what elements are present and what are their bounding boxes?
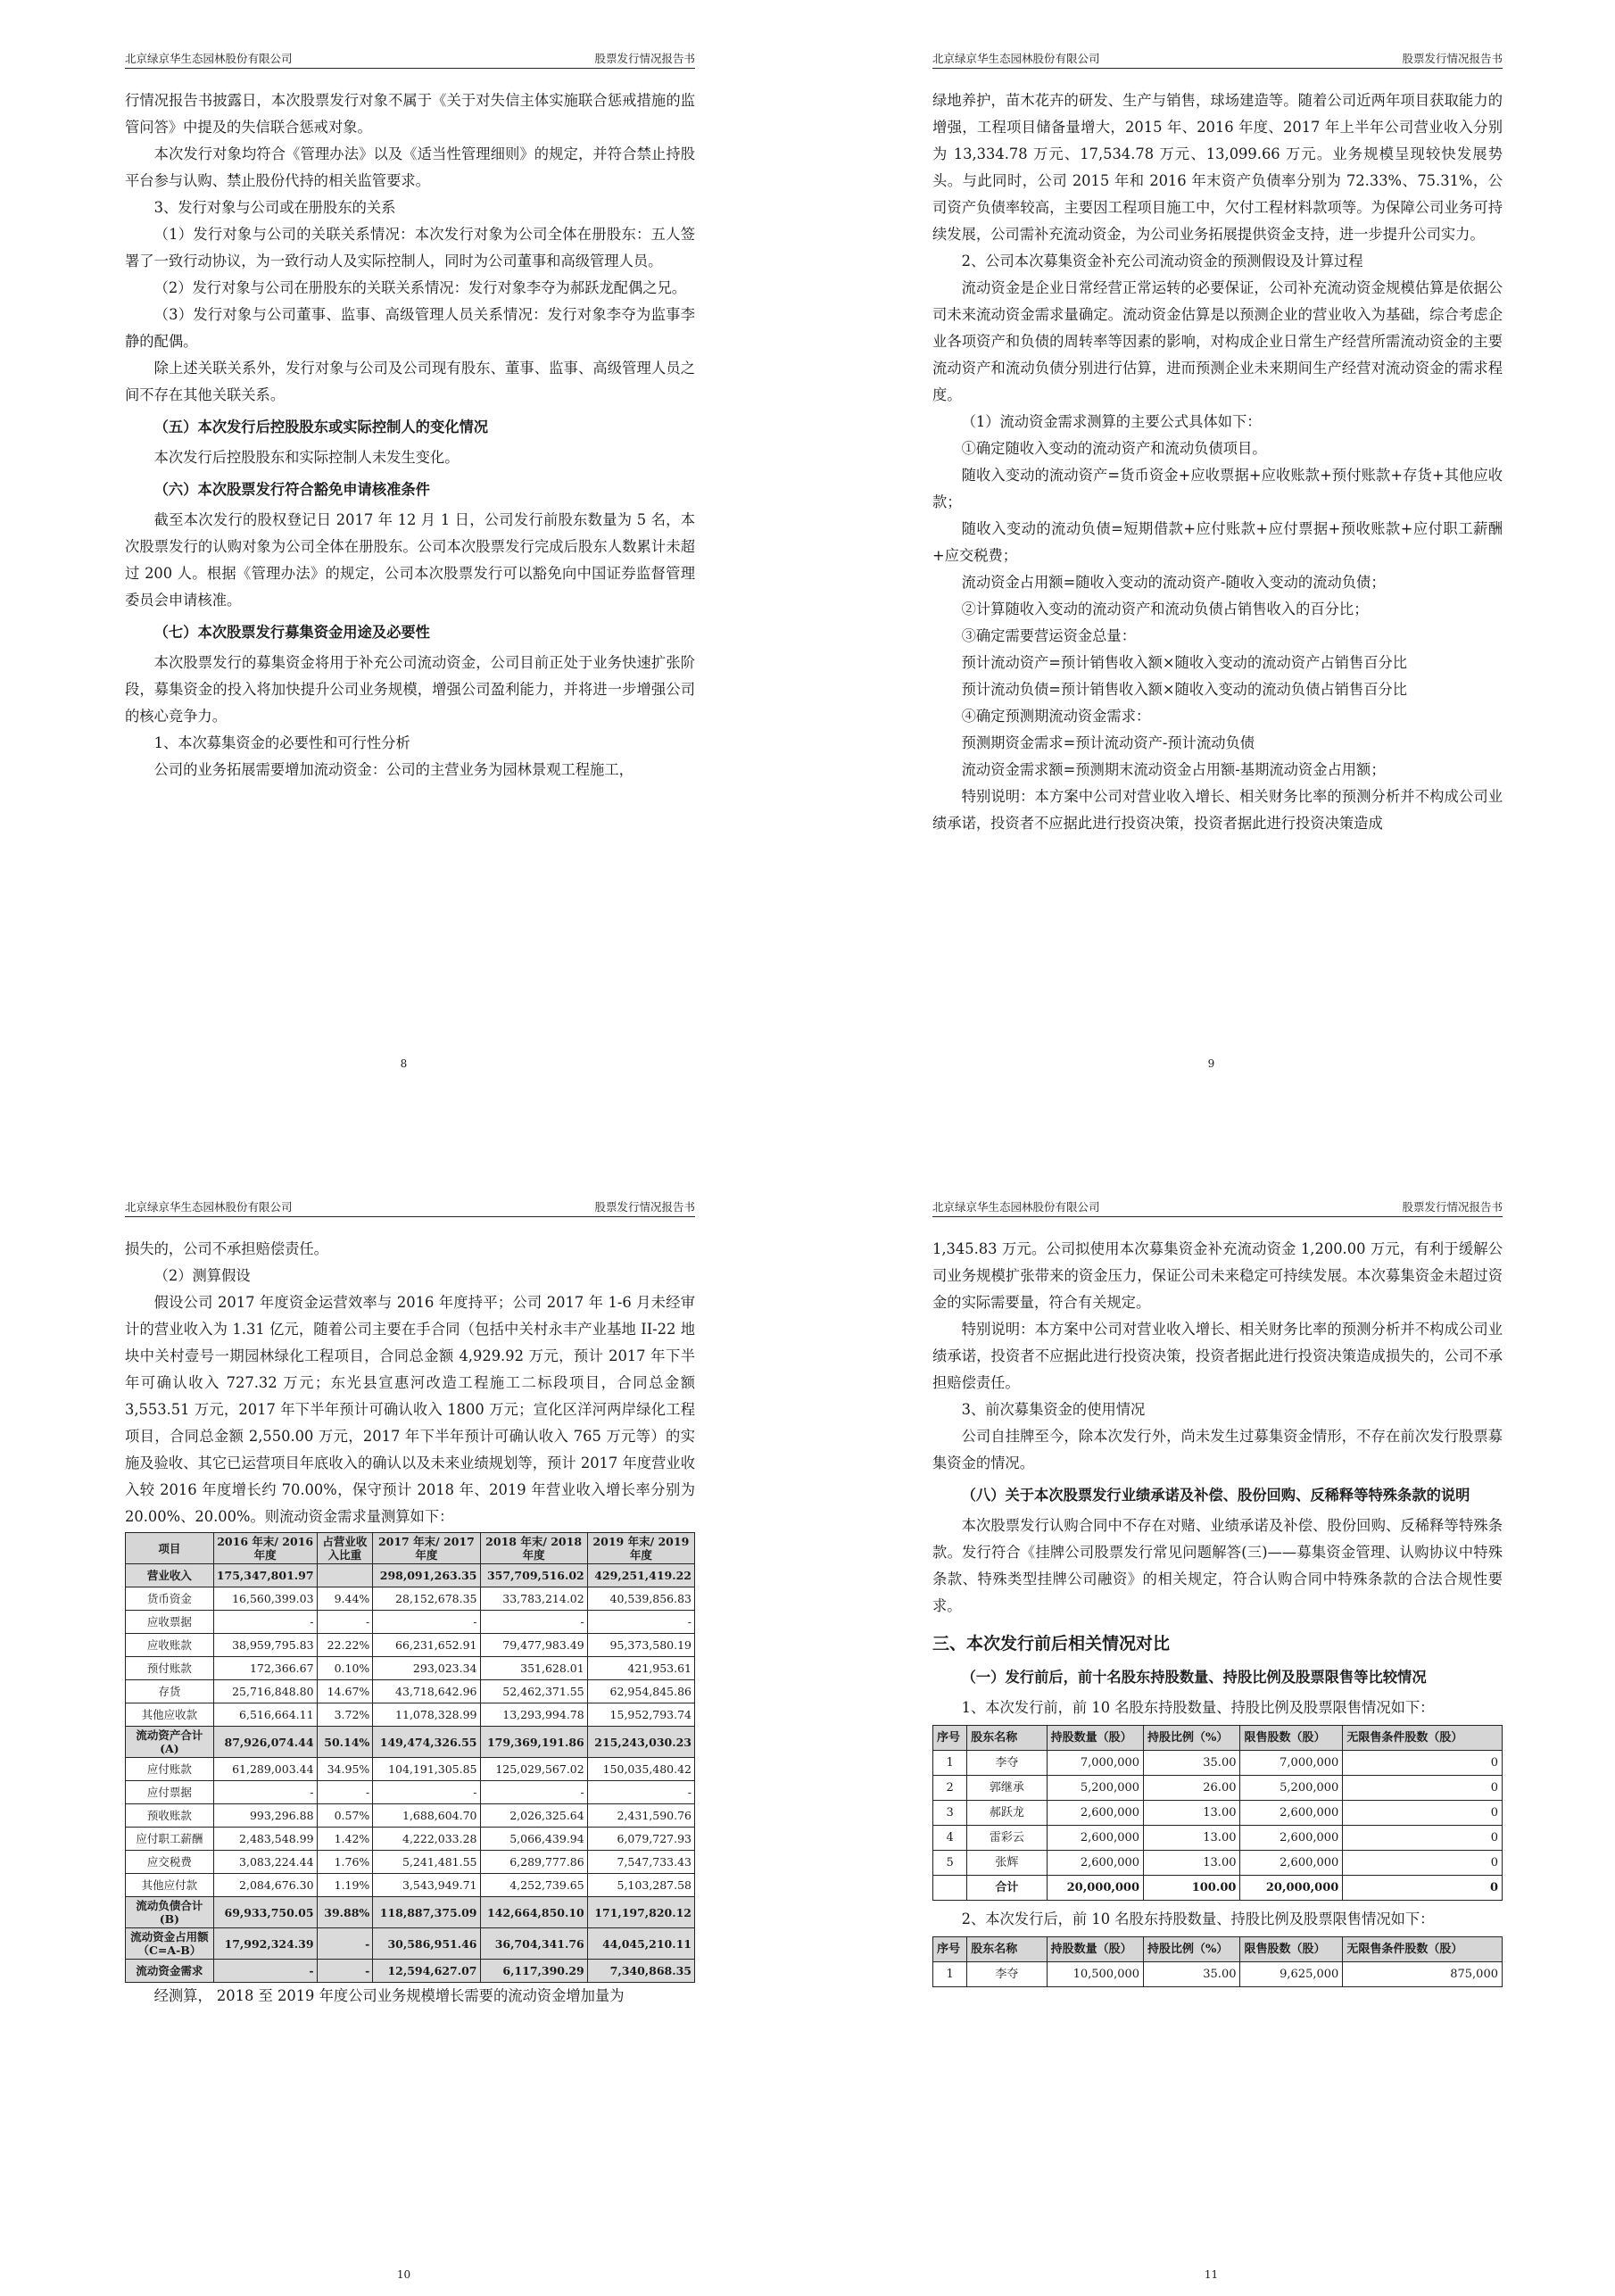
page-number: 11 <box>1204 2268 1219 2281</box>
table-row <box>126 1587 695 1611</box>
paragraph: ③确定需要营运资金总量： <box>961 627 1136 644</box>
table-cell: 1 <box>933 1751 967 1776</box>
paragraph: （2）测算假设 <box>153 1267 251 1284</box>
column-header: 限售股数（股） <box>1240 1726 1343 1751</box>
table-cell: 11,078,328.99 <box>373 1703 480 1727</box>
section-heading: （五）本次发行后控股股东或实际控制人的变化情况 <box>153 419 489 435</box>
table-cell: 4 <box>933 1826 967 1851</box>
table-cell: 流动资金需求 <box>126 1960 214 1983</box>
table-cell: 4,222,033.28 <box>373 1828 480 1851</box>
table-cell: 40,539,856.83 <box>587 1587 694 1611</box>
table-cell: 150,035,480.42 <box>587 1758 694 1781</box>
table-cell: 0 <box>1343 1801 1503 1826</box>
column-header: 2018 年末/ 2018 年度 <box>480 1533 587 1564</box>
table-row <box>126 1657 695 1680</box>
table-cell: 993,296.88 <box>213 1804 317 1828</box>
column-header: 持股数量（股） <box>1047 1726 1143 1751</box>
table-cell: 0 <box>1343 1876 1503 1901</box>
header-company: 北京绿京华生态园林股份有限公司 <box>932 1200 1100 1214</box>
header-doc-title: 股票发行情况报告书 <box>594 52 695 65</box>
table-cell: 货币资金 <box>126 1587 214 1611</box>
table-row <box>126 1680 695 1703</box>
table-cell: 142,664,850.10 <box>480 1897 587 1928</box>
table-cell: 95,373,580.19 <box>587 1634 694 1657</box>
table-cell: 存货 <box>126 1680 214 1703</box>
table-cell: 12,594,627.07 <box>373 1960 480 1983</box>
table-cell: 其他应付款 <box>126 1874 214 1897</box>
shareholders-before-table <box>932 1725 1503 1901</box>
paragraph: ④确定预测期流动资金需求： <box>961 708 1151 725</box>
table-cell: 34.95% <box>317 1758 373 1781</box>
table-body <box>933 1751 1503 1901</box>
table-cell: 28,152,678.35 <box>373 1587 480 1611</box>
table-cell: 5 <box>933 1851 967 1876</box>
page-header <box>932 1200 1503 1217</box>
table-cell: 9.44% <box>317 1587 373 1611</box>
table-cell: 357,709,516.02 <box>480 1564 587 1587</box>
paragraph: 本次股票发行认购合同中不存在对赌、业绩承诺及补偿、股份回购、反稀释等特殊条款。发行符合《挂牌公司股票发行常见问题解答(三)——募集资金管理、认购协议中特殊条款、特殊类型挂牌公司融资》的相关规定，符合认购合同中特殊条款的合法合规性要求。 <box>932 1517 1503 1614</box>
paragraph: 本次发行对象均符合《管理办法》以及《适当性管理细则》的规定，并符合禁止持股平台参与认购、禁止股份代持的相关监管要求。 <box>125 145 695 189</box>
table-cell: 流动资产合计(A) <box>126 1727 214 1758</box>
table-row <box>126 1897 695 1928</box>
paragraph: 预计流动负债=预计销售收入额×随收入变动的流动负债占销售百分比 <box>961 681 1408 698</box>
table-cell: 预付账款 <box>126 1657 214 1680</box>
table-header-row <box>126 1533 695 1564</box>
paragraph: 3、发行对象与公司或在册股东的关系 <box>153 199 396 216</box>
table-row <box>126 1960 695 1983</box>
column-header: 无限售条件股数（股） <box>1343 1726 1503 1751</box>
table-cell: 429,251,419.22 <box>587 1564 694 1587</box>
paragraph: 行情况报告书披露日，本次股票发行对象不属于《关于对失信主体实施联合惩戒措施的监管问答》中提及的失信联合惩戒对象。 <box>125 92 695 136</box>
paragraph: （1）流动资金需求测算的主要公式具体如下： <box>961 413 1262 430</box>
table-cell: 118,887,375.09 <box>373 1897 480 1928</box>
table-cell: - <box>480 1611 587 1634</box>
page-body <box>125 1236 695 2010</box>
table-cell: - <box>213 1611 317 1634</box>
table-row <box>933 1801 1503 1826</box>
table-cell: 10,500,000 <box>1047 1962 1143 1987</box>
table-cell: 52,462,371.55 <box>480 1680 587 1703</box>
table-cell: 20,000,000 <box>1047 1876 1143 1901</box>
paragraph: 流动资金是企业日常经营正常运转的必要保证，公司补充流动资金规模估算是依据公司未来流动资金需求量确定。流动资金估算是以预测企业的营业收入为基础，综合考虑企业各项资产和负债的周转率等因素的影响，对构成企业日常生产经营所需流动资金的主要流动资产和流动负债分别进行估算，进而预测企业未来期间生产经营对流动资金的需求程度。 <box>932 279 1503 403</box>
table-cell: 应收票据 <box>126 1611 214 1634</box>
paragraph: 预计流动资产=预计销售收入额×随收入变动的流动资产占销售百分比 <box>961 654 1408 671</box>
table-cell: 2,084,676.30 <box>213 1874 317 1897</box>
header-company: 北京绿京华生态园林股份有限公司 <box>125 52 293 65</box>
paragraph: 截至本次发行的股权登记日 2017 年 12 月 1 日，公司发行前股东数量为 5 名，本次股票发行的认购对象为公司全体在册股东。公司本次股票发行完成后股东人数累计未超过 200 人。根据《管理办法》的规定，公司本次股票发行可以豁免向中国证券监督管理委员会申请核准。 <box>125 511 695 609</box>
table-row <box>126 1564 695 1587</box>
page-number: 8 <box>400 1057 408 1070</box>
page-number: 9 <box>1207 1057 1215 1070</box>
table-body <box>126 1564 695 1983</box>
table-cell: 3.72% <box>317 1703 373 1727</box>
table-header-row <box>933 1937 1503 1962</box>
page-11 <box>808 1148 1615 2296</box>
table-cell: 5,200,000 <box>1047 1776 1143 1801</box>
chapter-heading: 三、本次发行前后相关情况对比 <box>932 1634 1171 1654</box>
paragraph: 1,345.83 万元。公司拟使用本次募集资金补充流动资金 1,200.00 万元，有利于缓解公司业务规模扩张带来的资金压力，保证公司未来稳定可持续发展。本次募集资金未超过资金的实际需要量，符合有关规定。 <box>932 1240 1503 1311</box>
paragraph: 1、本次募集资金的必要性和可行性分析 <box>153 734 410 751</box>
table-cell: 2,600,000 <box>1240 1851 1343 1876</box>
table-row <box>933 1851 1503 1876</box>
paragraph: 特别说明：本方案中公司对营业收入增长、相关财务比率的预测分析并不构成公司业绩承诺，投资者不应据此进行投资决策，投资者据此进行投资决策造成 <box>932 788 1503 832</box>
table-cell: 50.14% <box>317 1727 373 1758</box>
table-cell: 35.00 <box>1144 1751 1240 1776</box>
table-cell: 15,952,793.74 <box>587 1703 694 1727</box>
table-row <box>126 1804 695 1828</box>
table-row <box>126 1634 695 1657</box>
paragraph: 经测算， 2018 至 2019 年度公司业务规模增长需要的流动资金增加量为 <box>153 1987 625 2004</box>
paragraph: 预测期资金需求=预计流动资产-预计流动负债 <box>961 734 1255 751</box>
table-cell: 43,718,642.96 <box>373 1680 480 1703</box>
paragraph: 1、本次发行前，前 10 名股东持股数量、持股比例及股票限售情况如下： <box>961 1699 1435 1716</box>
table-cell: 7,000,000 <box>1240 1751 1343 1776</box>
table-cell: - <box>373 1781 480 1804</box>
table-cell: 5,103,287.58 <box>587 1874 694 1897</box>
table-cell: 1 <box>933 1962 967 1987</box>
table-cell: 5,200,000 <box>1240 1776 1343 1801</box>
table-cell: 62,954,845.86 <box>587 1680 694 1703</box>
column-header: 2019 年末/ 2019 年度 <box>587 1533 694 1564</box>
table-cell: 61,289,003.44 <box>213 1758 317 1781</box>
table-cell: 营业收入 <box>126 1564 214 1587</box>
header-doc-title: 股票发行情况报告书 <box>594 1200 695 1214</box>
paragraph: 2、本次发行后，前 10 名股东持股数量、持股比例及股票限售情况如下： <box>961 1911 1435 1927</box>
table-cell: 2,600,000 <box>1240 1826 1343 1851</box>
paragraph: 公司自挂牌至今，除本次发行外，尚未发生过募集资金情形，不存在前次发行股票募集资金的情况。 <box>932 1428 1503 1471</box>
table-row <box>933 1962 1503 1987</box>
paragraph: 随收入变动的流动负债=短期借款+应付账款+应付票据+预收账款+应付职工薪酬+应交税费； <box>932 520 1503 564</box>
page-header <box>125 52 695 69</box>
table-cell: 2,483,548.99 <box>213 1828 317 1851</box>
table-cell: 0 <box>1343 1776 1503 1801</box>
table-cell: 13.00 <box>1144 1826 1240 1851</box>
table-cell: - <box>213 1960 317 1983</box>
paragraph: 损失的，公司不承担赔偿责任。 <box>125 1240 328 1257</box>
table-row <box>126 1758 695 1781</box>
table-cell: 应付票据 <box>126 1781 214 1804</box>
table-cell: 4,252,739.65 <box>480 1874 587 1897</box>
table-cell: 应付账款 <box>126 1758 214 1781</box>
table-cell: 13.00 <box>1144 1801 1240 1826</box>
section-heading: （一）发行前后，前十名股东持股数量、持股比例及股票限售等比较情况 <box>961 1669 1427 1686</box>
table-cell: 2,026,325.64 <box>480 1804 587 1828</box>
table-cell: 215,243,030.23 <box>587 1727 694 1758</box>
paragraph: 特别说明：本方案中公司对营业收入增长、相关财务比率的预测分析并不构成公司业绩承诺，投资者不应据此进行投资决策，投资者据此进行投资决策造成损失的，公司不承担赔偿责任。 <box>932 1321 1503 1391</box>
page-8 <box>0 0 808 1148</box>
paragraph: 除上述关联关系外，发行对象与公司及公司现有股东、董事、监事、高级管理人员之间不存在其他关联关系。 <box>125 360 695 403</box>
table-cell: 17,992,324.39 <box>213 1928 317 1960</box>
table-cell: 2,600,000 <box>1047 1826 1143 1851</box>
table-row <box>126 1928 695 1960</box>
table-cell: 0.10% <box>317 1657 373 1680</box>
table-cell: 421,953.61 <box>587 1657 694 1680</box>
table-cell: 26.00 <box>1144 1776 1240 1801</box>
table-cell: 应收账款 <box>126 1634 214 1657</box>
table-cell: 合计 <box>967 1876 1047 1901</box>
column-header: 持股比例（%） <box>1144 1726 1240 1751</box>
table-cell: 149,474,326.55 <box>373 1727 480 1758</box>
paragraph: 本次发行后控股股东和实际控制人未发生变化。 <box>153 449 460 466</box>
table-cell: 35.00 <box>1144 1962 1240 1987</box>
paragraph: 2、公司本次募集资金补充公司流动资金的预测假设及计算过程 <box>961 253 1363 269</box>
table-cell: 2 <box>933 1776 967 1801</box>
table-cell <box>317 1564 373 1587</box>
page-10 <box>0 1148 808 2296</box>
table-cell: 39.88% <box>317 1897 373 1928</box>
table-cell: - <box>373 1611 480 1634</box>
table-cell: 36,704,341.76 <box>480 1928 587 1960</box>
table-cell: 351,628.01 <box>480 1657 587 1680</box>
table-total-row <box>933 1876 1503 1901</box>
table-cell: 郝跃龙 <box>967 1801 1047 1826</box>
table-cell: 125,029,567.02 <box>480 1758 587 1781</box>
table-row <box>126 1874 695 1897</box>
table-cell: 79,477,983.49 <box>480 1634 587 1657</box>
column-header: 股东名称 <box>967 1726 1047 1751</box>
table-cell: 13.00 <box>1144 1851 1240 1876</box>
table-row <box>933 1751 1503 1776</box>
column-header: 2017 年末/ 2017 年度 <box>373 1533 480 1564</box>
table-cell: 171,197,820.12 <box>587 1897 694 1928</box>
table-cell: 20,000,000 <box>1240 1876 1343 1901</box>
table-cell: 1.19% <box>317 1874 373 1897</box>
page-header <box>932 52 1503 69</box>
table-cell: 李夺 <box>967 1751 1047 1776</box>
table-cell: 1.76% <box>317 1851 373 1874</box>
table-cell: 33,783,214.02 <box>480 1587 587 1611</box>
table-cell: - <box>317 1960 373 1983</box>
table-cell: 预收账款 <box>126 1804 214 1828</box>
table-cell: 1,688,604.70 <box>373 1804 480 1828</box>
header-doc-title: 股票发行情况报告书 <box>1402 52 1503 65</box>
section-heading: （七）本次股票发行募集资金用途及必要性 <box>153 624 430 641</box>
paragraph: ①确定随收入变动的流动资产和流动负债项目。 <box>961 440 1267 457</box>
table-row <box>933 1826 1503 1851</box>
table-cell: 6,289,777.86 <box>480 1851 587 1874</box>
paragraph: 绿地养护，苗木花卉的研发、生产与销售，球场建造等。随着公司近两年项目获取能力的增强，工程项目储备量增大，2015 年、2016 年度、2017 年上半年公司营业收入分别为 13,334.78 万元、17,534.78 万元、13,099.66 万元。业务规模呈现较快发展势头。与此同时，公司 2015 年和 2016 年末资产负债率分别为 72.33%、75.31%，公司资产负债率较高，主要因工程项目施工中，欠付工程材料款项等。为保障公司业务可持续发展，公司需补充流动资金，为公司业务拓展提供资金支持，进一步提升公司实力。 <box>932 92 1503 243</box>
table-cell: 14.67% <box>317 1680 373 1703</box>
section-heading: （六）本次股票发行符合豁免申请核准条件 <box>153 481 430 498</box>
paragraph: 随收入变动的流动资产=货币资金+应收票据+应收账款+预付账款+存货+其他应收款； <box>932 467 1503 510</box>
table-row <box>126 1781 695 1804</box>
column-header: 序号 <box>933 1937 967 1962</box>
table-cell: 172,366.67 <box>213 1657 317 1680</box>
column-header: 持股数量（股） <box>1047 1937 1143 1962</box>
header-company: 北京绿京华生态园林股份有限公司 <box>125 1200 293 1214</box>
table-cell: 6,079,727.93 <box>587 1828 694 1851</box>
table-cell: 69,933,750.05 <box>213 1897 317 1928</box>
table-cell: 张辉 <box>967 1851 1047 1876</box>
column-header: 持股比例（%） <box>1144 1937 1240 1962</box>
table-body <box>933 1962 1503 1987</box>
table-cell: 22.22% <box>317 1634 373 1657</box>
paragraph: 公司的业务拓展需要增加流动资金：公司的主营业务为园林景观工程施工， <box>153 761 634 778</box>
table-row <box>126 1851 695 1874</box>
table-cell: 2,600,000 <box>1240 1801 1343 1826</box>
header-doc-title: 股票发行情况报告书 <box>1402 1200 1503 1214</box>
paragraph: （1）发行对象与公司的关联关系情况：本次发行对象为公司全体在册股东：五人签署了一致行动协议，为一致行动人及实际控制人，同时为公司董事和高级管理人员。 <box>125 226 695 269</box>
table-cell: 0 <box>1343 1851 1503 1876</box>
table-cell <box>933 1876 967 1901</box>
paragraph: （3）发行对象与公司董事、监事、高级管理人员关系情况：发行对象李夺为监事李静的配偶。 <box>125 306 695 350</box>
table-cell: 6,117,390.29 <box>480 1960 587 1983</box>
table-cell: 104,191,305.85 <box>373 1758 480 1781</box>
table-cell: 流动负债合计(B) <box>126 1897 214 1928</box>
table-cell: 7,547,733.43 <box>587 1851 694 1874</box>
table-cell: 66,231,652.91 <box>373 1634 480 1657</box>
table-cell: 3,083,224.44 <box>213 1851 317 1874</box>
table-cell: 0.57% <box>317 1804 373 1828</box>
table-cell: 3,543,949.71 <box>373 1874 480 1897</box>
table-cell: 179,369,191.86 <box>480 1727 587 1758</box>
table-cell: 0 <box>1343 1826 1503 1851</box>
table-cell: 6,516,664.11 <box>213 1703 317 1727</box>
table-cell: 5,066,439.94 <box>480 1828 587 1851</box>
column-header: 序号 <box>933 1726 967 1751</box>
paragraph: 本次股票发行的募集资金将用于补充公司流动资金，公司目前正处于业务快速扩张阶段，募集资金的投入将加快提升公司业务规模，增强公司盈利能力，并将进一步增强公司的核心竞争力。 <box>125 654 695 725</box>
paragraph: （2）发行对象与公司在册股东的关联关系情况：发行对象李夺为郝跃龙配偶之兄。 <box>153 279 687 296</box>
table-cell: - <box>587 1611 694 1634</box>
table-cell: 7,340,868.35 <box>587 1960 694 1983</box>
page-header <box>125 1200 695 1217</box>
table-cell: 38,959,795.83 <box>213 1634 317 1657</box>
page-9 <box>808 0 1615 1148</box>
column-header: 项目 <box>126 1533 214 1564</box>
table-cell: 87,926,074.44 <box>213 1727 317 1758</box>
table-cell: 5,241,481.55 <box>373 1851 480 1874</box>
table-row <box>933 1776 1503 1801</box>
paragraph: 流动资金占用额=随收入变动的流动资产-随收入变动的流动负债； <box>961 574 1386 591</box>
table-cell: - <box>317 1611 373 1634</box>
table-cell: 郭继承 <box>967 1776 1047 1801</box>
page-body <box>932 87 1503 837</box>
working-capital-table <box>125 1532 695 1983</box>
section-heading: （八）关于本次股票发行业绩承诺及补偿、股份回购、反稀释等特殊条款的说明 <box>961 1487 1470 1504</box>
column-header: 2016 年末/ 2016 年度 <box>213 1533 317 1564</box>
column-header: 股东名称 <box>967 1937 1047 1962</box>
table-cell: 175,347,801.97 <box>213 1564 317 1587</box>
paragraph: 3、前次募集资金的使用情况 <box>961 1401 1146 1418</box>
table-cell: 875,000 <box>1343 1962 1503 1987</box>
table-cell: 其他应收款 <box>126 1703 214 1727</box>
table-row <box>126 1703 695 1727</box>
column-header: 占营业收入比重 <box>317 1533 373 1564</box>
table-cell: - <box>317 1928 373 1960</box>
table-cell: - <box>213 1781 317 1804</box>
paragraph: ②计算随收入变动的流动资产和流动负债占销售收入的百分比； <box>961 601 1369 618</box>
table-row <box>126 1727 695 1758</box>
table-cell: 9,625,000 <box>1240 1962 1343 1987</box>
table-cell: 2,600,000 <box>1047 1801 1143 1826</box>
table-cell: 30,586,951.46 <box>373 1928 480 1960</box>
table-cell: 44,045,210.11 <box>587 1928 694 1960</box>
page-body <box>125 87 695 783</box>
table-cell: 7,000,000 <box>1047 1751 1143 1776</box>
table-cell: 应交税费 <box>126 1851 214 1874</box>
table-cell: 雷彩云 <box>967 1826 1047 1851</box>
table-cell: - <box>480 1781 587 1804</box>
table-cell: 3 <box>933 1801 967 1826</box>
paragraph: 流动资金需求额=预测期末流动资金占用额-基期流动资金占用额； <box>961 761 1386 778</box>
header-company: 北京绿京华生态园林股份有限公司 <box>932 52 1100 65</box>
table-cell: 1.42% <box>317 1828 373 1851</box>
table-row <box>126 1828 695 1851</box>
table-cell: 293,023.34 <box>373 1657 480 1680</box>
table-cell: 16,560,399.03 <box>213 1587 317 1611</box>
paragraph: 假设公司 2017 年度资金运营效率与 2016 年度持平；公司 2017 年 1-6 月未经审计的营业收入为 1.31 亿元，随着公司主要在手合同（包括中关村永丰产业基地 II-22 地块中关村壹号一期园林绿化工程项目，合同总金额 4,929.92 万元，预计 2017 年下半年可确认收入 727.32 万元；东光县宣惠河改造工程施工二标段项目，合同总金额 3,553.51 万元，2017 年下半年预计可确认收入 1800 万元；宣化区洋河两岸绿化工程项目，合同总金额 2,550.00 万元，2017 年下半年预计可确认收入 765 万元等）的实施及验收、其它已运营项目年底收入的确认以及未来业绩规划等，预计 2017 年度营业收入较 2016 年度增长约 70.00%，保守预计 2018 年、2019 年营业收入增长率分别为 20.00%、20.00%。则流动资金需求量测算如下： <box>125 1294 695 1525</box>
table-cell: 李夺 <box>967 1962 1047 1987</box>
table-cell: 应付职工薪酬 <box>126 1828 214 1851</box>
page-number: 10 <box>396 2268 411 2281</box>
page-body <box>932 1236 1503 1993</box>
column-header: 限售股数（股） <box>1240 1937 1343 1962</box>
table-cell: 2,600,000 <box>1047 1851 1143 1876</box>
table-cell: 25,716,848.80 <box>213 1680 317 1703</box>
table-cell: 2,431,590.76 <box>587 1804 694 1828</box>
table-cell: 流动资金占用额（C=A-B） <box>126 1928 214 1960</box>
table-cell: 0 <box>1343 1751 1503 1776</box>
table-header-row <box>933 1726 1503 1751</box>
table-cell: - <box>317 1781 373 1804</box>
table-cell: 13,293,994.78 <box>480 1703 587 1727</box>
table-cell: 100.00 <box>1144 1876 1240 1901</box>
table-cell: - <box>587 1781 694 1804</box>
table-row <box>126 1611 695 1634</box>
table-cell: 298,091,263.35 <box>373 1564 480 1587</box>
shareholders-after-table <box>932 1936 1503 1987</box>
column-header: 无限售条件股数（股） <box>1343 1937 1503 1962</box>
